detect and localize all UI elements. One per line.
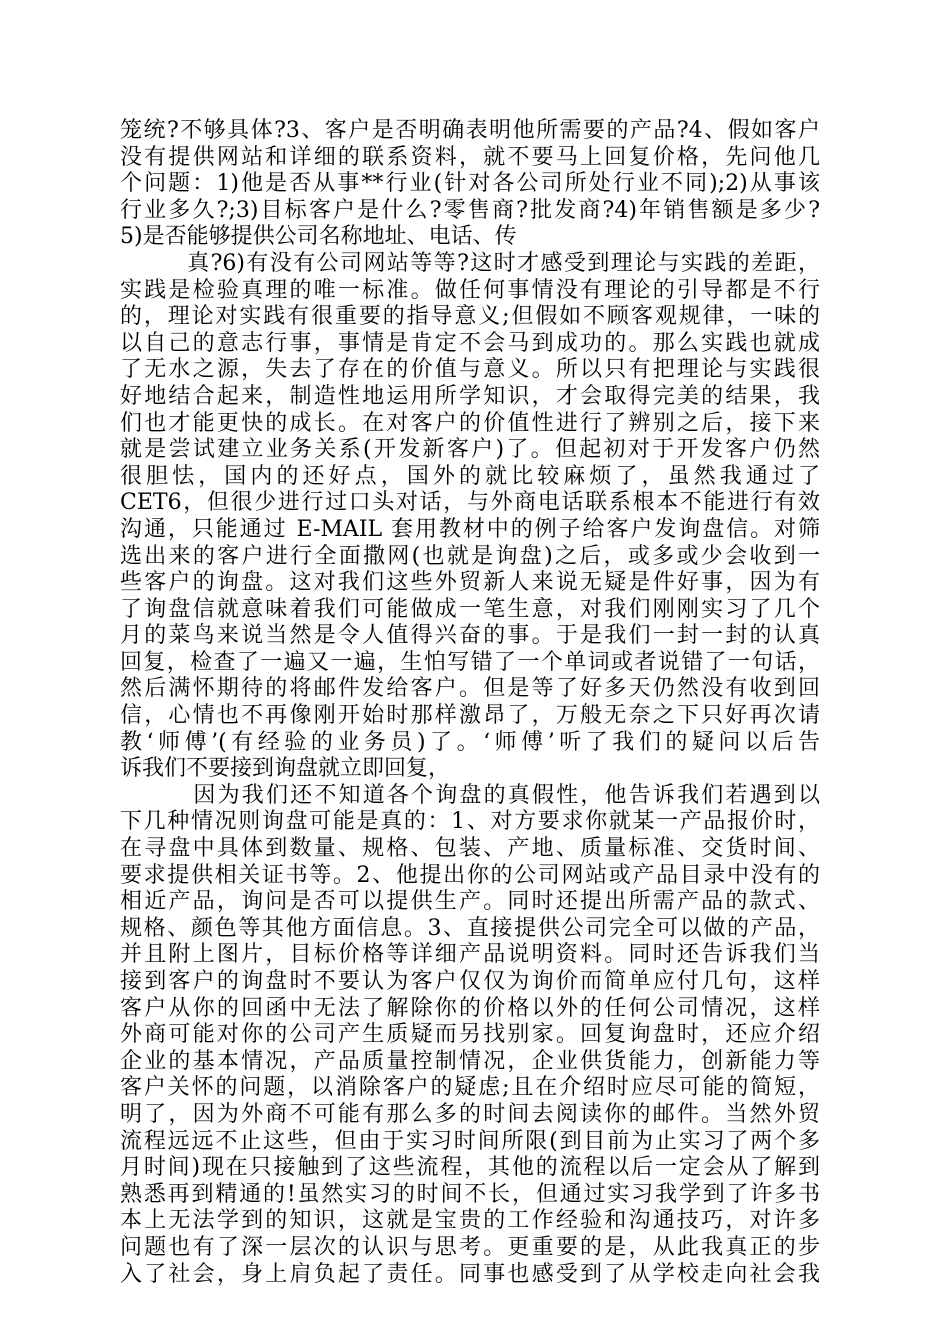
text-line: 5)是否能够提供公司名称地址、电话、传 — [120, 224, 517, 250]
text-line: 沟通，只能通过 E-MAIL 套用教材中的例子给客户发询盘信。对筛 — [120, 516, 820, 542]
text-line: 客户从你的回函中无法了解除你的价格以外的任何公司情况，这样 — [120, 995, 820, 1021]
text-line: 问题也有了深一层次的认识与思考。更重要的是，从此我真正的步 — [120, 1234, 820, 1260]
text-line: 企业的基本情况，产品质量控制情况，企业供货能力，创新能力等 — [120, 1048, 820, 1074]
text-line: 规格、颜色等其他方面信息。3、直接提供公司完全可以做的产品， — [120, 915, 820, 941]
text-line: 月的菜鸟来说当然是令人值得兴奋的事。于是我们一封一封的认真 — [120, 623, 820, 649]
paragraph — [120, 118, 820, 251]
text-line: 回复，检查了一遍又一遍，生怕写错了一个单词或者说错了一句话， — [120, 649, 820, 675]
text-line: 明了，因为外商不可能有那么多的时间去阅读你的邮件。当然外贸 — [120, 1101, 820, 1127]
text-line: 要求提供相关证书等。2、他提出你的公司网站或产品目录中没有的 — [120, 862, 820, 888]
text-line: 客户关怀的问题，以消除客户的疑虑;且在介绍时应尽可能的简短， — [120, 1075, 820, 1101]
text-line: 们也才能更快的成长。在对客户的价值性进行了辨别之后，接下来 — [120, 410, 820, 436]
text-line: 月时间)现在只接触到了这些流程，其他的流程以后一定会从了解到 — [120, 1155, 820, 1181]
text-line: 然后满怀期待的将邮件发给客户。但是等了好多天仍然没有收到回 — [120, 676, 820, 702]
text-line: 的，理论对实践有很重要的指导意义;但假如不顾客观规律，一味的 — [120, 304, 820, 330]
text-line: 些客户的询盘。这对我们这些外贸新人来说无疑是件好事，因为有 — [120, 570, 820, 596]
text-line: 接到客户的询盘时不要认为客户仅仅为询价而简单应付几句，这样 — [120, 969, 820, 994]
text-line: 了询盘信就意味着我们可能做成一笔生意，对我们刚刚实习了几个 — [120, 596, 820, 622]
text-line: 实践是检验真理的唯一标准。做任何事情没有理论的引导都是不行 — [120, 277, 820, 303]
text-line: 个问题：1)他是否从事**行业(针对各公司所处行业不同);2)从事该 — [120, 171, 820, 197]
text-line: 教‘师傅’(有经验的业务员)了。‘师傅’听了我们的疑问以后告 — [120, 729, 820, 755]
text-line: 并且附上图片，目标价格等详细产品说明资料。同时还告诉我们当 — [120, 942, 820, 968]
paragraph — [120, 783, 820, 1288]
text-line: 外商可能对你的公司产生质疑而另找别家。回复询盘时，还应介绍 — [120, 1022, 820, 1048]
text-line: 没有提供网站和详细的联系资料，就不要马上回复价格，先问他几 — [120, 144, 820, 170]
text-line: 信，心情也不再像刚开始时那样激昂了，万般无奈之下只好再次请 — [120, 703, 820, 729]
text-line: 入了社会，身上肩负起了责任。同事也感受到了从学校走向社会我 — [120, 1261, 820, 1287]
text-line: 熟悉再到精通的!虽然实习的时间不长，但通过实习我学到了许多书 — [120, 1181, 820, 1207]
text-line: 相近产品，询问是否可以提供生产。同时还提出所需产品的款式、 — [120, 889, 820, 915]
text-line: 诉我们不要接到询盘就立即回复， — [120, 756, 451, 782]
document-page — [120, 118, 820, 1288]
paragraph — [120, 251, 820, 783]
text-line: 很胆怯，国内的还好点，国外的就比较麻烦了，虽然我通过了 — [120, 463, 820, 489]
text-line: 就是尝试建立业务关系(开发新客户)了。但起初对于开发客户仍然 — [120, 437, 820, 463]
text-line: 下几种情况则询盘可能是真的：1、对方要求你就某一产品报价时， — [120, 809, 820, 835]
text-line: 选出来的客户进行全面撒网(也就是询盘)之后，或多或少会收到一 — [120, 543, 820, 569]
text-line: 笼统?不够具体?3、客户是否明确表明他所需要的产品?4、假如客户 — [120, 118, 820, 143]
text-line: 本上无法学到的知识，这就是宝贵的工作经验和沟通技巧，对许多 — [120, 1208, 820, 1234]
text-line: CET6，但很少进行过口头对话，与外商电话联系根本不能进行有效 — [120, 490, 820, 516]
text-line: 因为我们还不知道各个询盘的真假性，他告诉我们若遇到以 — [120, 782, 820, 808]
text-line: 行业多久?;3)目标客户是什么?零售商?批发商?4)年销售额是多少? — [120, 197, 820, 223]
text-line: 流程远远不止这些，但由于实习时间所限(到目前为止实习了两个多 — [120, 1128, 820, 1154]
text-line: 好地结合起来，制造性地运用所学知识，才会取得完美的结果，我 — [120, 383, 820, 409]
text-line: 真?6)有没有公司网站等等?这时才感受到理论与实践的差距， — [120, 250, 820, 276]
text-line: 以自己的意志行事，事情是肯定不会马到成功的。那么实践也就成 — [120, 330, 820, 356]
text-line: 了无水之源，失去了存在的价值与意义。所以只有把理论与实践很 — [120, 357, 820, 383]
text-line: 在寻盘中具体到数量、规格、包装、产地、质量标准、交货时间、 — [120, 836, 820, 862]
